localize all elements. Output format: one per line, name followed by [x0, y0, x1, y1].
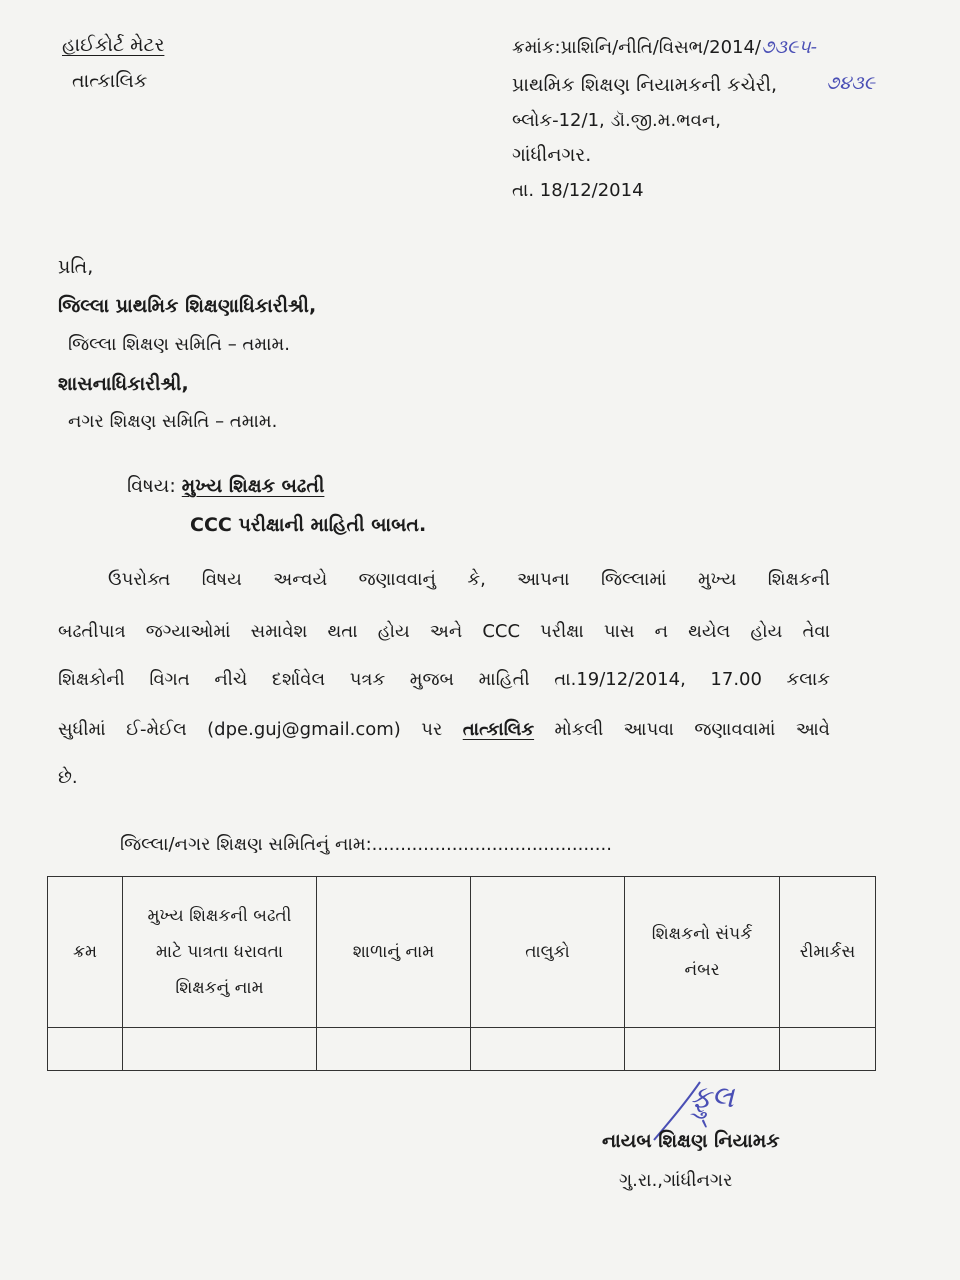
- urgent-emphasis: તાત્કાલિક: [462, 719, 535, 740]
- table-cell[interactable]: [123, 1028, 317, 1071]
- office-address: બ્લોક-12/1, ડૉ.જી.મ.ભવન,: [512, 110, 721, 131]
- table-cell[interactable]: [48, 1028, 123, 1071]
- committee-name-label: જિલ્લા/નગર શિક્ષણ સમિતિનું નામ:..........................................: [120, 834, 612, 855]
- subject-title: મુખ્ય શિક્ષક બઢતી: [181, 475, 325, 497]
- reference-handwritten-2: ૭૪૩૯: [826, 72, 875, 94]
- col-school-name: શાળાનું નામ: [317, 877, 471, 1028]
- urgency-label: તાત્કાલિક: [72, 70, 148, 92]
- table-header-row: [48, 877, 876, 1028]
- body-line-4: [58, 717, 830, 743]
- col-taluka: તાલુકો: [471, 877, 625, 1028]
- body-line-4-start: સુધીમાં ઈ-મેઈલ (dpe.guj@gmail.com) પર: [58, 719, 443, 740]
- body-line-4-end: મોકલી આપવા જણાવવામાં આવે: [554, 719, 830, 740]
- reference-handwritten-1: ૭૩૯૫-: [761, 36, 818, 58]
- col-contact-l2: નંબર: [684, 960, 720, 980]
- table-cell[interactable]: [471, 1028, 625, 1071]
- letter-date: તા. 18/12/2014: [512, 180, 644, 201]
- body-line-2: બઢતીપાત્ર જગ્યાઓમાં સમાવેશ થતા હોય અને CCC પરીક્ષા પાસ ન થયેલ હોય તેવા: [58, 621, 830, 642]
- table-cell[interactable]: [317, 1028, 471, 1071]
- col-contact-l1: શિક્ષકનો સંપર્ક: [651, 924, 753, 944]
- subject-label: વિષય:: [127, 475, 176, 497]
- signatory-title: નાયબ શિક્ષણ નિયામક: [602, 1130, 780, 1152]
- body-line-3: શિક્ષકોની વિગત નીચે દર્શાવેલ પત્રક મુજબ માહિતી તા.19/12/2014, 17.00 કલાક: [58, 669, 830, 690]
- prati-label: પ્રતિ,: [58, 256, 94, 278]
- subject-line-2: CCC પરીક્ષાની માહિતી બાબત.: [190, 514, 427, 536]
- col-teacher-name-l3: શિક્ષકનું નામ: [175, 978, 264, 998]
- office-name: પ્રાથમિક શિક્ષણ નિયામકની કચેરી,: [512, 74, 778, 96]
- recipient-line-2: જિલ્લા શિક્ષણ સમિતિ – તમામ.: [68, 334, 290, 355]
- office-city: ગાંધીનગર.: [512, 144, 592, 166]
- recipient-line-3: શાસનાધિકારીશ્રી,: [58, 373, 189, 395]
- body-line-5: છે.: [58, 767, 78, 788]
- col-serial: ક્રમ: [48, 877, 123, 1028]
- reference-number: [512, 36, 817, 58]
- col-remarks: રીમાર્કસ: [780, 877, 876, 1028]
- col-teacher-name-l1: મુખ્ય શિક્ષકની બઢતી: [147, 906, 292, 926]
- signature-initials: ફુ્લ: [690, 1080, 735, 1115]
- recipient-line-1: જિલ્લા પ્રાથમિક શિક્ષણાધિકારીશ્રી,: [58, 295, 317, 317]
- recipient-line-4: નગર શિક્ષણ સમિતિ – તમામ.: [68, 411, 278, 432]
- body-line-1: ઉપરોક્ત વિષય અન્વયે જણાવવાનું કે, આપના જિલ્લામાં મુખ્ય શિક્ષકની: [108, 569, 830, 590]
- reference-prefix: ક્રમાંક:પ્રાશિનિ/નીતિ/વિસભ/2014/: [512, 37, 762, 58]
- table-row: [48, 1028, 876, 1071]
- teacher-details-table: [47, 876, 876, 1071]
- col-teacher-name: [123, 877, 317, 1028]
- signatory-org: ગુ.રા.,ગાંધીનગર: [619, 1170, 733, 1191]
- col-teacher-name-l2: માટે પાત્રતા ધરાવતા: [155, 942, 284, 962]
- subject-line-1: [127, 475, 324, 497]
- col-contact: [625, 877, 780, 1028]
- table-cell[interactable]: [780, 1028, 876, 1071]
- high-court-matter-label: હાઈકોર્ટ મેટર: [62, 34, 165, 56]
- table-cell[interactable]: [625, 1028, 780, 1071]
